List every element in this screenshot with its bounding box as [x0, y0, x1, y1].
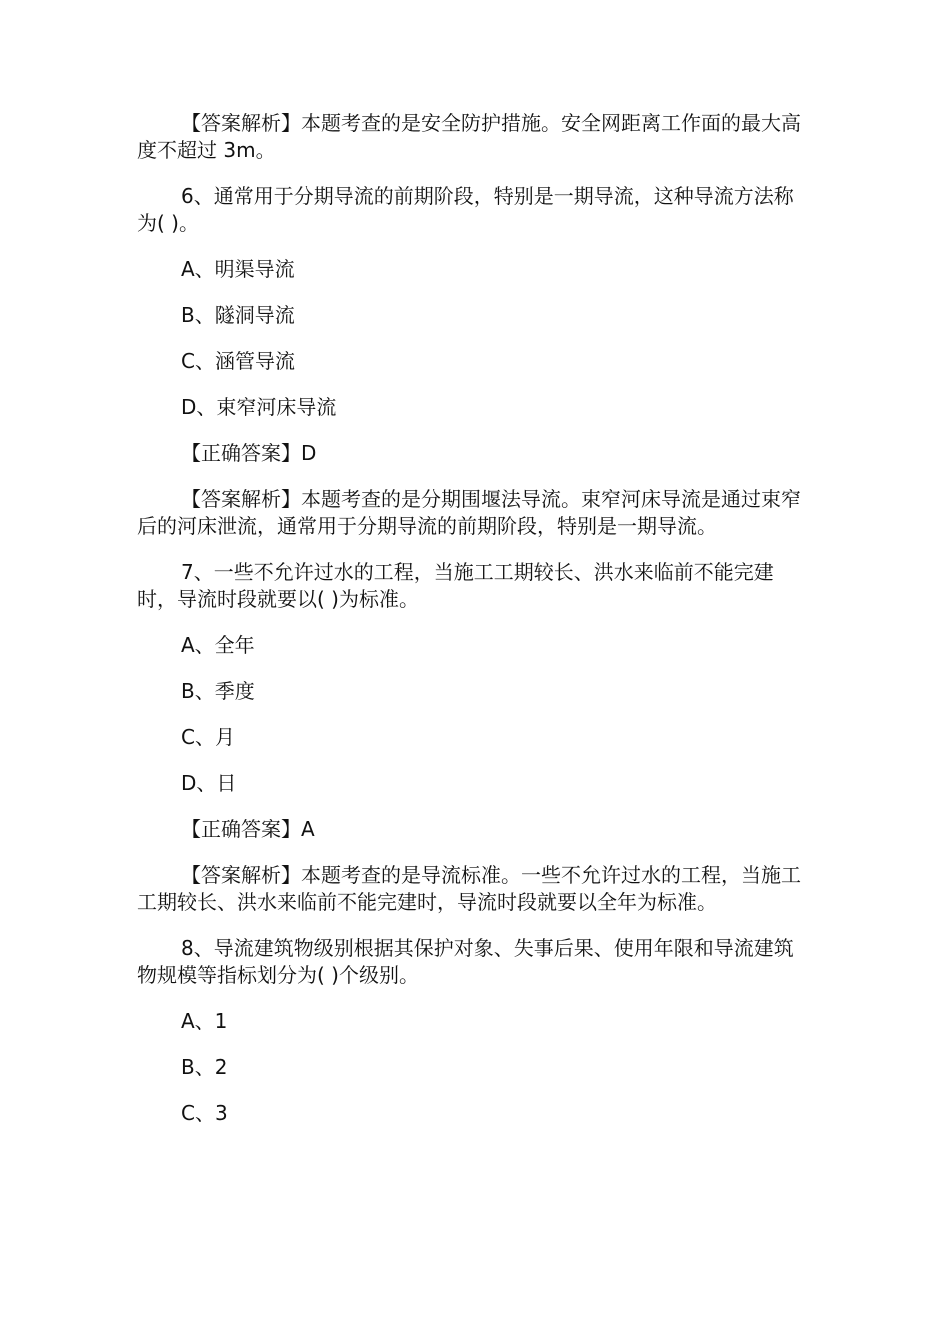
answer-analysis-q7: 【答案解析】本题考查的是导流标准。一些不允许过水的工程，当施工工期较长、洪水来临前不能完建时，导流时段就要以全年为标准。: [137, 863, 801, 914]
q7-option-b: B、季度: [181, 679, 255, 703]
q8-option-c: C、3: [181, 1101, 228, 1125]
q7-option-d: D、日: [181, 771, 237, 795]
q7-option-a: A、全年: [181, 633, 255, 657]
q8-option-b: B、2: [181, 1055, 228, 1079]
q6-option-d: D、束窄河床导流: [181, 395, 337, 419]
answer-analysis-q6: 【答案解析】本题考查的是分期围堰法导流。束窄河床导流是通过束窄后的河床泄流，通常用于分期导流的前期阶段，特别是一期导流。: [137, 487, 801, 538]
answer-analysis-q5: 【答案解析】本题考查的是安全防护措施。安全网距离工作面的最大高度不超过 3m。: [137, 111, 801, 162]
question-7: 7、一些不允许过水的工程，当施工工期较长、洪水来临前不能完建时，导流时段就要以( )为标准。: [137, 560, 774, 611]
q6-correct-answer: 【正确答案】D: [181, 441, 317, 465]
q6-option-a: A、明渠导流: [181, 257, 295, 281]
q8-option-a: A、1: [181, 1009, 228, 1033]
question-6: 6、通常用于分期导流的前期阶段，特别是一期导流，这种导流方法称为( )。: [137, 184, 794, 235]
q6-option-c: C、涵管导流: [181, 349, 295, 373]
q7-correct-answer: 【正确答案】A: [181, 817, 315, 841]
q6-option-b: B、隧洞导流: [181, 303, 295, 327]
question-8: 8、导流建筑物级别根据其保护对象、失事后果、使用年限和导流建筑物规模等指标划分为( )个级别。: [137, 936, 794, 987]
q7-option-c: C、月: [181, 725, 235, 749]
document-page: [137, 110, 813, 1146]
